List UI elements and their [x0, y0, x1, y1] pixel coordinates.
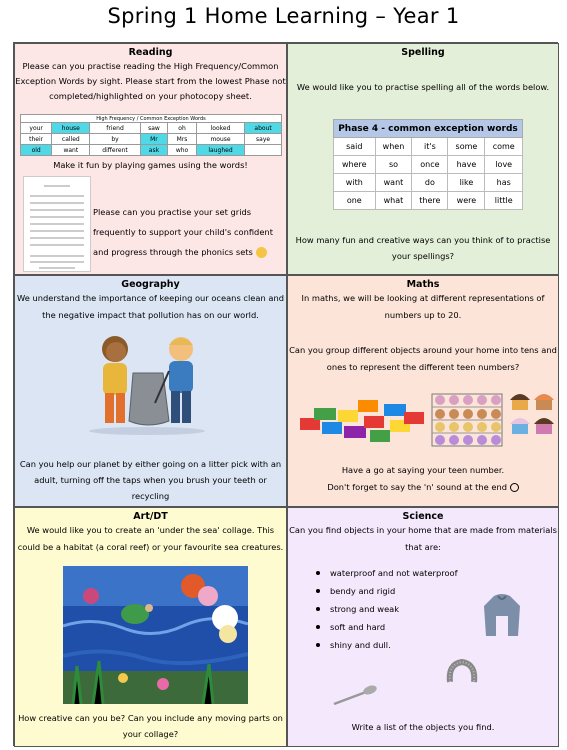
table-cell: oh	[168, 123, 197, 134]
smiley-emoji-icon	[256, 247, 267, 258]
maths-question-line: ones to represent the different teen numbers?	[326, 362, 520, 372]
list-item: bendy and rigid	[316, 582, 458, 600]
geography-question-line: Can you help our planet by either going on a litter pick with an	[19, 459, 282, 469]
art-intro-line: could be a habitat (a coral reef) or your favourite sea creatures.	[17, 542, 284, 552]
phonics-grid-sheet-image	[23, 176, 91, 272]
hfw-table-caption: High Frequency / Common Exception Words	[21, 115, 282, 123]
table-cell: by	[90, 134, 140, 145]
spelling-question	[288, 232, 558, 264]
lego-and-cupcakes-image	[300, 388, 555, 448]
reading-intro	[15, 59, 286, 104]
table-cell: with	[334, 174, 376, 192]
table-cell: when	[375, 138, 412, 156]
science-closing: Write a list of the objects you find.	[351, 722, 495, 732]
list-item: soft and hard	[316, 618, 458, 636]
table-cell: once	[412, 156, 448, 174]
maths-question-line: Can you group different objects around your home into tens and	[289, 345, 557, 355]
spelling-heading: Spelling	[401, 47, 445, 58]
spoon-image	[332, 684, 380, 706]
table-row	[334, 156, 523, 174]
table-cell: about	[245, 123, 282, 134]
table-cell: friend	[90, 123, 140, 134]
children-litter-pick-illustration	[85, 331, 210, 436]
maths-intro-line: numbers up to 20.	[384, 310, 462, 320]
geography-panel	[14, 275, 287, 507]
reading-grids-text	[93, 202, 287, 262]
table-cell: mouse	[196, 134, 244, 145]
list-item: shiny and dull.	[316, 636, 458, 654]
table-row	[334, 192, 523, 210]
table-cell: old	[21, 145, 52, 156]
geography-question-line: adult, turning off the taps when you brush your teeth or recycling	[34, 475, 267, 501]
maths-closing-line: Don't forget to say the 'n' sound at the end	[288, 479, 558, 496]
table-cell: what	[375, 192, 412, 210]
art-intro-line: We would like you to create an 'under the sea' collage. This	[26, 525, 275, 535]
geography-question	[15, 456, 286, 507]
art-panel	[14, 507, 287, 747]
table-cell: like	[448, 174, 485, 192]
table-cell: where	[334, 156, 376, 174]
table-cell: love	[485, 156, 523, 174]
art-question-line: How creative can you be? Can you include any moving parts on	[18, 713, 283, 723]
geography-heading: Geography	[121, 279, 180, 290]
table-row	[21, 145, 282, 156]
maths-intro-line: In maths, we will be looking at different representations of	[301, 293, 545, 303]
list-item: strong and weak	[316, 600, 458, 618]
table-cell: Mr	[140, 134, 168, 145]
table-row	[334, 138, 523, 156]
hfw-table	[20, 114, 282, 156]
art-heading: Art/DT	[133, 511, 168, 522]
table-cell: there	[412, 192, 448, 210]
spelling-question-line: your spellings?	[391, 251, 455, 261]
page-title: Spring 1 Home Learning – Year 1	[107, 4, 460, 28]
table-row	[21, 123, 282, 134]
table-cell: looked	[196, 123, 244, 134]
spelling-intro: We would like you to practise spelling all of the words below.	[296, 82, 550, 92]
table-cell: want	[375, 174, 412, 192]
maths-panel	[287, 275, 559, 507]
table-cell: laughed	[196, 145, 244, 156]
table-cell: were	[448, 192, 485, 210]
jacket-image	[480, 592, 524, 640]
science-heading: Science	[402, 511, 444, 522]
art-intro	[15, 522, 286, 556]
table-cell: one	[334, 192, 376, 210]
reading-intro-line: Please can you practise reading the High Frequency/Common	[22, 61, 279, 71]
list-item: waterproof and not waterproof	[316, 564, 458, 582]
reading-games-line: Make it fun by playing games using the words!	[53, 160, 248, 170]
science-intro-line: that are:	[405, 542, 441, 552]
table-cell: who	[168, 145, 197, 156]
maths-closing-line: Have a go at saying your teen number.	[341, 465, 505, 475]
table-cell	[245, 145, 282, 156]
table-cell: come	[485, 138, 523, 156]
maths-intro	[288, 290, 558, 324]
phase4-table-title: Phase 4 - common exception words	[334, 120, 523, 138]
reading-panel	[14, 43, 287, 275]
reading-heading: Reading	[128, 47, 173, 58]
table-cell: want	[52, 145, 90, 156]
table-cell: some	[448, 138, 485, 156]
under-the-sea-collage-image	[63, 566, 248, 704]
reading-intro-line: Exception Words by sight. Please start from the lowest Phase not	[15, 76, 286, 86]
table-cell: it's	[412, 138, 448, 156]
table-cell: has	[485, 174, 523, 192]
maths-closing	[288, 462, 558, 496]
materials-list	[316, 564, 458, 654]
table-cell: little	[485, 192, 523, 210]
table-cell: called	[52, 134, 90, 145]
science-panel	[287, 507, 559, 747]
table-cell: saye	[245, 134, 282, 145]
learning-grid	[13, 42, 558, 746]
reading-grids-line: Please can you practise your set grids	[93, 207, 252, 217]
table-cell: have	[448, 156, 485, 174]
geography-intro-line: We understand the importance of keeping our oceans clean and	[17, 293, 284, 303]
table-cell: saw	[140, 123, 168, 134]
spelling-question-line: How many fun and creative ways can you think of to practise	[295, 235, 551, 245]
science-intro-line: Can you find objects in your home that are made from materials	[289, 525, 557, 535]
reading-grids-line: frequently to support your child's confident	[93, 227, 273, 237]
table-row	[21, 134, 282, 145]
table-cell: Mrs	[168, 134, 197, 145]
spelling-panel	[287, 43, 559, 275]
art-question-line: your collage?	[122, 729, 179, 739]
table-cell: do	[412, 174, 448, 192]
table-cell: their	[21, 134, 52, 145]
table-cell: house	[52, 123, 90, 134]
science-intro	[288, 522, 558, 556]
maths-question	[288, 342, 558, 376]
table-cell: your	[21, 123, 52, 134]
table-row	[334, 174, 523, 192]
table-cell: said	[334, 138, 376, 156]
reading-grids-line: and progress through the phonics sets	[93, 242, 287, 262]
slinky-spring-image	[446, 658, 478, 690]
phase4-words-table	[333, 119, 523, 210]
reading-intro-line: completed/highlighted on your photocopy sheet.	[49, 91, 252, 101]
smiley-icon	[510, 483, 519, 492]
table-cell: ask	[140, 145, 168, 156]
maths-heading: Maths	[406, 279, 440, 290]
geography-intro-line: the negative impact that pollution has on our world.	[42, 310, 259, 320]
table-cell: so	[375, 156, 412, 174]
geography-intro	[15, 290, 286, 324]
art-question	[15, 710, 286, 742]
table-cell: different	[90, 145, 140, 156]
